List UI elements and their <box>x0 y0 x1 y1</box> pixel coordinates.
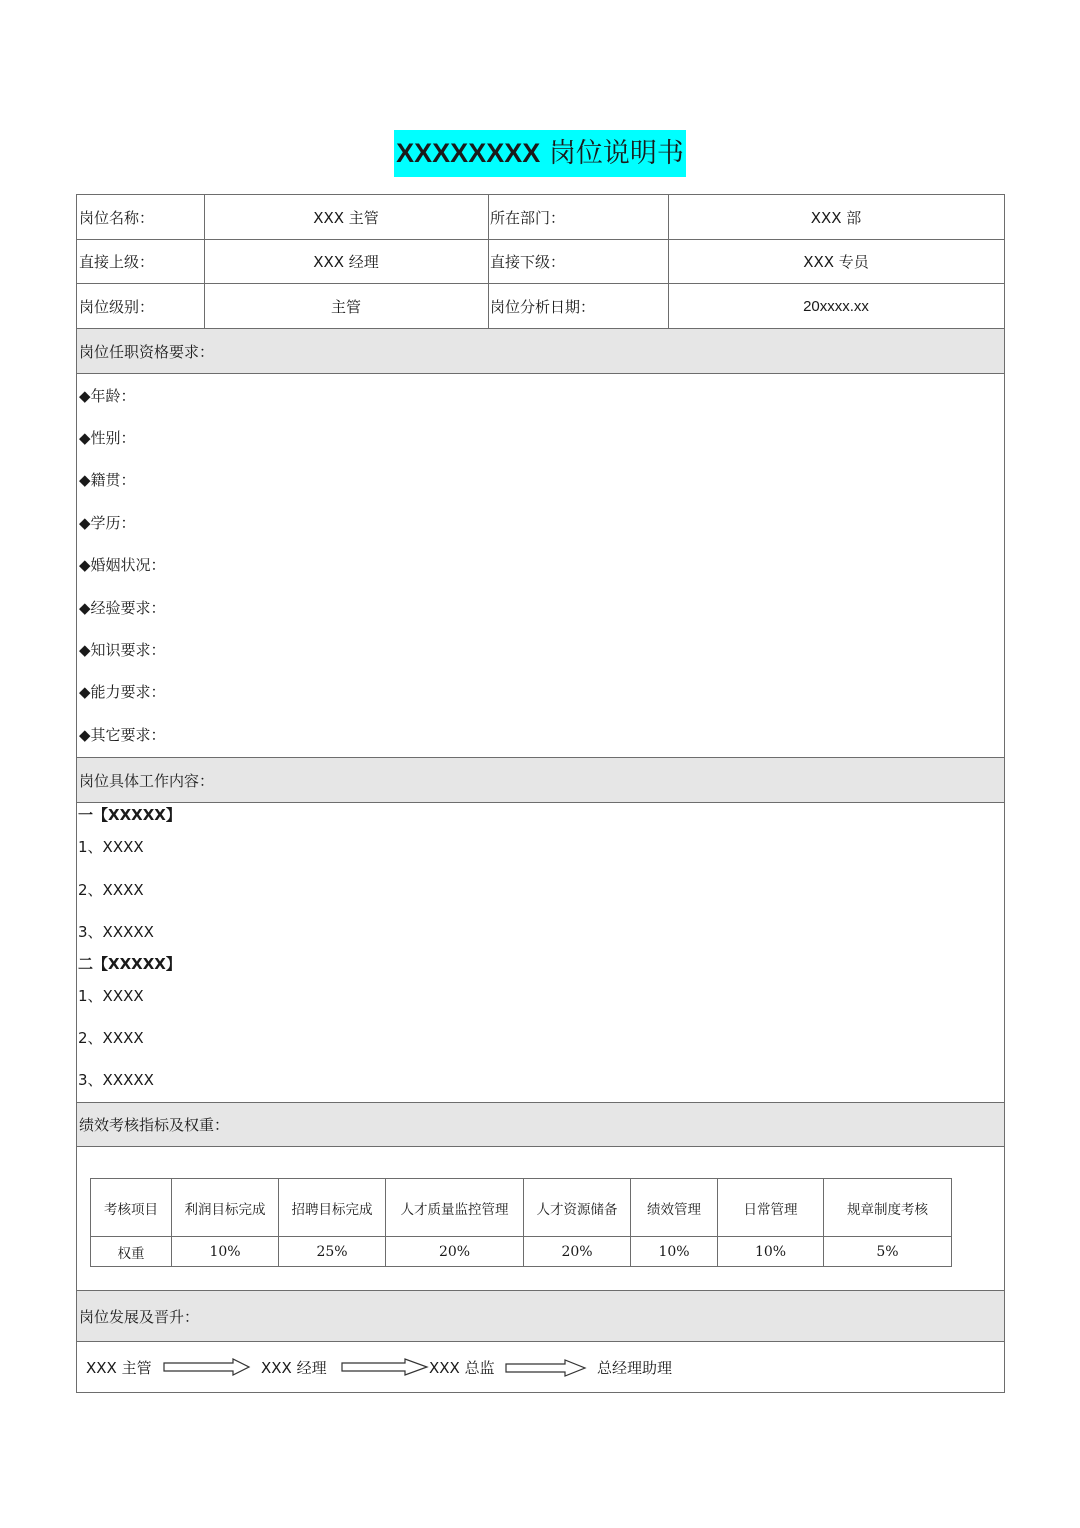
table-header-cell: 日常管理 <box>718 1179 824 1237</box>
list-item: ◆其它要求： <box>79 726 166 744</box>
table-row <box>91 1237 952 1267</box>
arrow-right-icon <box>163 1358 251 1376</box>
table-header-cell: 规章制度考核 <box>824 1179 952 1237</box>
table-cell: 5% <box>824 1237 952 1267</box>
info-value: XXX 部 <box>810 208 862 227</box>
work-group-title: 一【XXXXX】 <box>78 806 181 824</box>
work-item: 3、XXXXX <box>78 923 154 941</box>
page-title <box>394 130 686 177</box>
table-cell: 20% <box>386 1237 524 1267</box>
work-content-section <box>77 803 1004 1103</box>
career-path <box>77 1342 1004 1392</box>
info-label: 岗位分析日期： <box>490 297 596 316</box>
info-row <box>77 284 1004 329</box>
table-cell: 10% <box>631 1237 718 1267</box>
list-item: ◆年龄： <box>79 387 136 405</box>
table-header-cell: 人才资源储备 <box>524 1179 631 1237</box>
info-label: 直接上级： <box>79 253 155 271</box>
work-group-title: 二【XXXXX】 <box>78 955 181 973</box>
table-header-cell: 考核项目 <box>91 1179 172 1237</box>
table-header-cell: 人才质量监控管理 <box>386 1179 524 1237</box>
info-label: 所在部门： <box>490 208 566 227</box>
page-title-text: 岗位说明书 <box>540 138 684 169</box>
work-content-heading: 岗位具体工作内容： <box>77 758 1004 803</box>
table-header-cell: 利润目标完成 <box>172 1179 279 1237</box>
info-row <box>77 240 1004 284</box>
list-item: ◆经验要求： <box>79 599 166 617</box>
qualifications-heading: 岗位任职资格要求： <box>77 329 1004 374</box>
info-value: 主管 <box>330 297 361 316</box>
performance-section <box>77 1147 1004 1291</box>
page-title-code: XXXXXXXX <box>396 138 541 168</box>
work-item: 1、XXXX <box>78 987 144 1005</box>
info-label: 岗位名称： <box>79 208 155 227</box>
kpi-table <box>90 1178 952 1267</box>
arrow-right-icon <box>505 1359 587 1377</box>
table-cell: 10% <box>172 1237 279 1267</box>
table-row <box>91 1179 952 1237</box>
work-item: 2、XXXX <box>78 881 144 899</box>
career-step: XXX 总监 <box>429 1358 495 1377</box>
info-value: 20xxxx.xx <box>803 297 869 315</box>
list-item: ◆学历： <box>79 514 136 532</box>
list-item: ◆婚姻状况： <box>79 556 166 574</box>
table-cell: 10% <box>718 1237 824 1267</box>
table-cell: 20% <box>524 1237 631 1267</box>
title-wrap <box>0 130 1080 177</box>
table-row-header: 权重 <box>91 1237 172 1267</box>
info-label: 岗位级别： <box>79 297 155 316</box>
performance-heading: 绩效考核指标及权重： <box>77 1103 1004 1147</box>
qualifications-section <box>77 374 1004 758</box>
job-description-form <box>76 194 1005 1393</box>
career-heading: 岗位发展及晋升： <box>77 1291 1004 1342</box>
info-row <box>77 195 1004 240</box>
info-value: XXX 经理 <box>313 253 379 271</box>
table-cell: 25% <box>279 1237 386 1267</box>
info-label: 直接下级： <box>490 253 566 271</box>
list-item: ◆知识要求： <box>79 641 166 659</box>
arrow-right-icon <box>341 1358 429 1376</box>
table-header-cell: 绩效管理 <box>631 1179 718 1237</box>
work-item: 2、XXXX <box>78 1029 144 1047</box>
career-step: XXX 主管 <box>86 1358 152 1377</box>
career-step: 总经理助理 <box>597 1358 673 1377</box>
work-item: 1、XXXX <box>78 838 144 856</box>
work-item: 3、XXXXX <box>78 1071 154 1089</box>
list-item: ◆籍贯： <box>79 471 136 489</box>
career-step: XXX 经理 <box>261 1358 327 1377</box>
list-item: ◆能力要求： <box>79 683 166 701</box>
info-value: XXX 主管 <box>313 208 379 227</box>
info-value: XXX 专员 <box>803 253 869 271</box>
table-header-cell: 招聘目标完成 <box>279 1179 386 1237</box>
list-item: ◆性别： <box>79 429 136 447</box>
